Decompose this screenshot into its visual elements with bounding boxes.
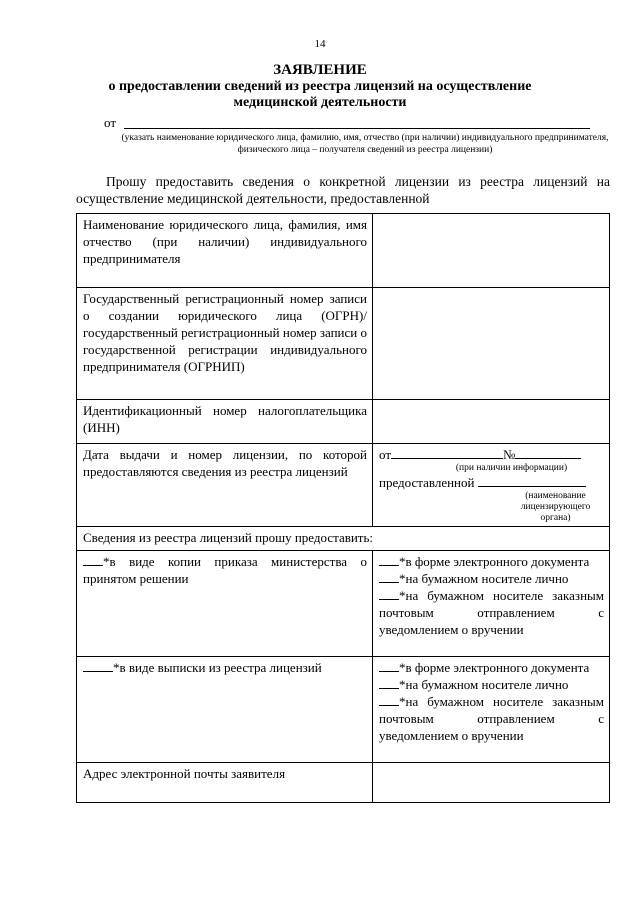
format-paper-mail[interactable] xyxy=(379,587,604,638)
email-label: Адрес электронной почты заявителя xyxy=(77,763,373,803)
table-row xyxy=(77,444,610,527)
provided-label: предоставленной xyxy=(379,475,475,490)
intro-paragraph xyxy=(76,173,610,207)
checkbox-blank[interactable] xyxy=(83,554,103,566)
format-electronic[interactable] xyxy=(379,553,604,570)
table-row xyxy=(77,657,610,763)
email-field[interactable] xyxy=(373,763,610,803)
license-number-blank[interactable] xyxy=(515,447,581,459)
format-paper-mail[interactable] xyxy=(379,693,604,744)
checkbox-blank[interactable] xyxy=(379,554,399,566)
format-paper-mail-text: *на бумажном носителе заказным почтовым отправлением с уведомлением о вручении xyxy=(379,588,604,637)
table-row xyxy=(77,551,610,657)
license-date-blank[interactable] xyxy=(391,447,503,459)
ogrn-label: Государственный регистрационный номер записи о создании юридического лица (ОГРН)/государственный регистрационный номер записи о государственной регистрации индивидуального предпринимателя (ОГРНИП) xyxy=(77,288,373,400)
document-subtitle: о предоставлении сведений из реестра лицензий на осуществление медицинской деятельности xyxy=(108,79,532,110)
format-electronic[interactable] xyxy=(379,659,604,676)
license-date-cell xyxy=(373,444,610,527)
license-date-hint: (при наличии информации) xyxy=(455,463,568,473)
from-label: от xyxy=(104,115,117,130)
option-extract-text: *в виде выписки из реестра лицензий xyxy=(113,660,322,675)
ogrn-field[interactable] xyxy=(373,288,610,400)
format-electronic-text: *в форме электронного документа xyxy=(399,660,590,675)
org-name-field[interactable] xyxy=(373,214,610,288)
applicant-hint: (указать наименование юридического лица, фамилию, имя, отчество (при наличии) индивидуального предпринимателя, физического лица – получателя сведений из реестра лицензии) xyxy=(121,133,609,155)
applicant-name-blank[interactable] xyxy=(124,128,590,129)
format-electronic-text: *в форме электронного документа xyxy=(399,554,590,569)
checkbox-blank[interactable] xyxy=(83,660,113,672)
inn-label: Идентификационный номер налогоплательщика (ИНН) xyxy=(77,400,373,444)
table-row xyxy=(77,288,610,400)
checkbox-blank[interactable] xyxy=(379,677,399,689)
format-paper-mail-text: *на бумажном носителе заказным почтовым отправлением с уведомлением о вручении xyxy=(379,694,604,743)
format-paper-personal[interactable] xyxy=(379,570,604,587)
license-date-line xyxy=(379,446,604,463)
page-number: 14 xyxy=(314,38,326,50)
issuer-blank[interactable] xyxy=(478,475,586,487)
delivery-formats-extract xyxy=(373,657,610,763)
intro-text: Прошу предоставить сведения о конкретной лицензии из реестра лицензий на осуществление медицинской деятельности, предоставленной xyxy=(76,174,610,206)
table-row xyxy=(77,400,610,444)
checkbox-blank[interactable] xyxy=(379,694,399,706)
checkbox-blank[interactable] xyxy=(379,660,399,672)
document-title: ЗАЯВЛЕНИЕ xyxy=(273,62,367,78)
applicant-line xyxy=(104,115,604,131)
delivery-formats-copy xyxy=(373,551,610,657)
license-issuer-line xyxy=(379,474,604,491)
section-header: Сведения из реестра лицензий прошу предоставить: xyxy=(77,527,610,551)
license-date-label: Дата выдачи и номер лицензии, по которой предоставляются сведения из реестра лицензий xyxy=(77,444,373,527)
checkbox-blank[interactable] xyxy=(379,571,399,583)
option-copy-text: *в виде копии приказа министерства о принятом решении xyxy=(83,554,367,586)
table-row xyxy=(77,527,610,551)
format-paper-personal-text: *на бумажном носителе лично xyxy=(399,571,569,586)
format-paper-personal-text: *на бумажном носителе лично xyxy=(399,677,569,692)
option-extract[interactable] xyxy=(77,657,373,763)
table-row xyxy=(77,763,610,803)
inn-field[interactable] xyxy=(373,400,610,444)
license-from-label: от xyxy=(379,447,392,462)
table-row xyxy=(77,214,610,288)
org-name-label: Наименование юридического лица, фамилия, имя отчество (при наличии) индивидуального предпринимателя xyxy=(77,214,373,288)
checkbox-blank[interactable] xyxy=(379,588,399,600)
issuer-hint: (наименование лицензирующего органа) xyxy=(520,491,591,523)
number-sign: № xyxy=(503,447,516,462)
format-paper-personal[interactable] xyxy=(379,676,604,693)
option-copy[interactable] xyxy=(77,551,373,657)
application-table xyxy=(76,213,610,803)
